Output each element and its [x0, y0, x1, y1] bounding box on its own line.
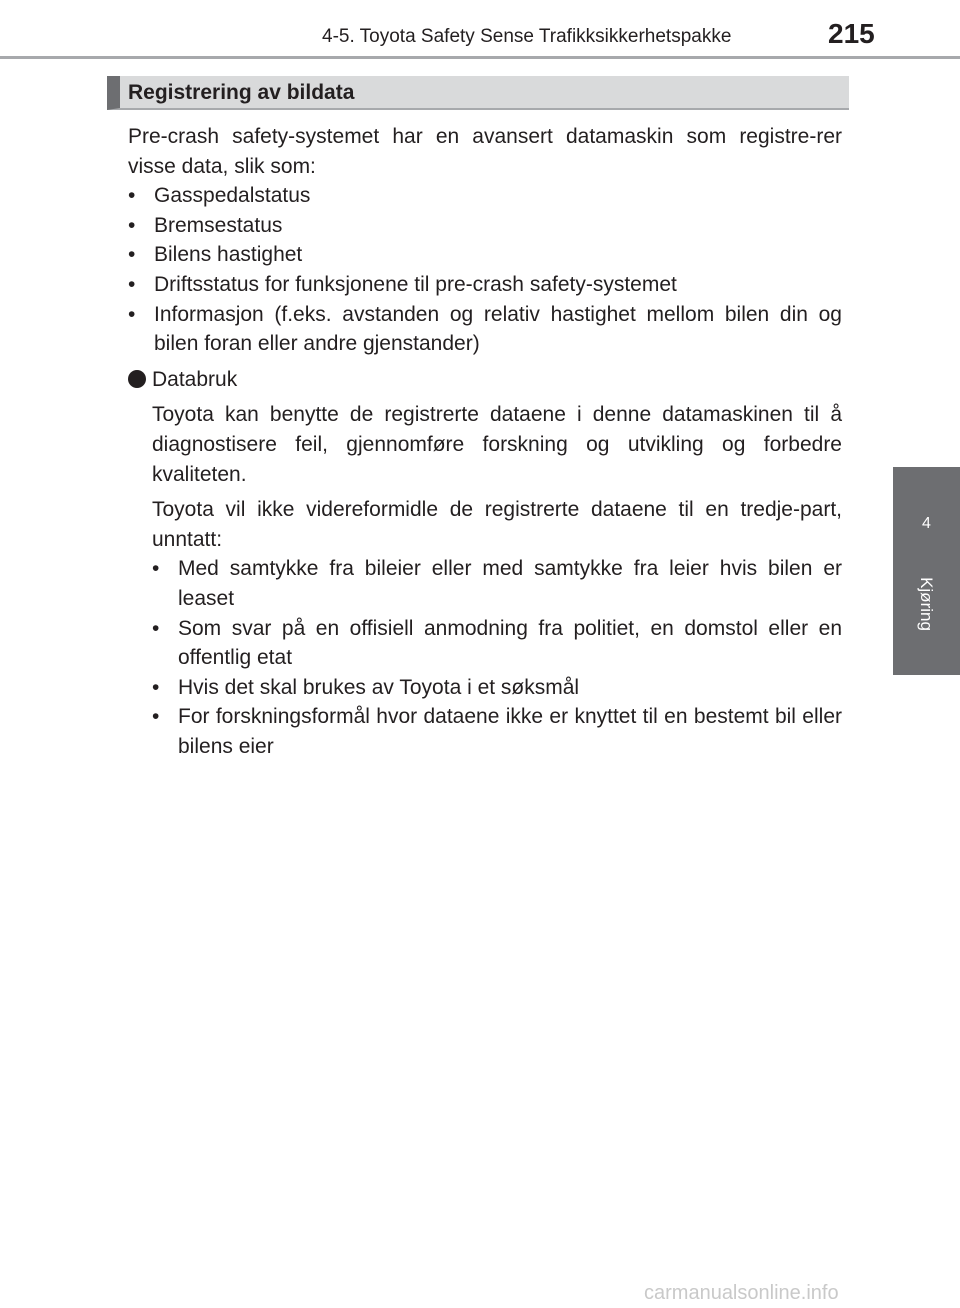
list-item: • Hvis det skal brukes av Toyota i et søksmål [152, 673, 842, 703]
bullet-icon: • [152, 675, 160, 699]
list-item: • Driftsstatus for funksjonene til pre-crash safety-systemet [128, 270, 842, 300]
section-heading: Registrering av bildata [128, 81, 355, 104]
header-rule [0, 56, 960, 59]
list-item: • Bilens hastighet [128, 240, 842, 270]
section-heading-bar [107, 76, 849, 110]
bullet-icon: • [128, 243, 136, 267]
intro-paragraph: Pre-crash safety-systemet har en avansert datamaskin som registre-rer visse data, slik som: [128, 125, 842, 178]
body-text [128, 122, 842, 761]
chapter-tab-number: 4 [922, 515, 931, 532]
exceptions-list [128, 554, 842, 761]
filled-circle-icon [128, 370, 146, 388]
list-item: • For forskningsformål hvor dataene ikke er knyttet til en bestemt bil eller bilens eier [152, 702, 842, 761]
chapter-tab-label: Kjøring [917, 577, 936, 631]
data-usage-paragraph-1: Toyota kan benytte de registrerte dataene i denne datamaskinen til å diagnostisere feil, gjennomføre forskning og utvikling og forbedre kvaliteten. [152, 403, 842, 486]
list-item: • Informasjon (f.eks. avstanden og relativ hastighet mellom bilen din og bilen foran eller andre gjenstander) [128, 300, 842, 359]
bullet-icon: • [128, 272, 136, 296]
list-item: • Med samtykke fra bileier eller med samtykke fra leier hvis bilen er leaset [152, 554, 842, 613]
data-usage-heading: Databruk [128, 365, 842, 395]
recorded-data-list [128, 181, 842, 359]
bullet-icon: • [152, 616, 160, 640]
watermark: carmanualsonline.info [644, 1282, 839, 1304]
list-item: • Gasspedalstatus [128, 181, 842, 211]
header-chapter-title: 4-5. Toyota Safety Sense Trafikksikkerhetspakke [322, 26, 732, 47]
data-usage-paragraph-2: Toyota vil ikke videreformidle de registrerte dataene til en tredje-part, unntatt: [152, 498, 842, 551]
list-item: • Som svar på en offisiell anmodning fra politiet, en domstol eller en offentlig etat [152, 614, 842, 673]
chapter-side-tab [893, 467, 960, 675]
list-item: • Bremsestatus [128, 211, 842, 241]
bullet-icon: • [128, 184, 136, 208]
bullet-icon: • [128, 302, 136, 326]
page-number: 215 [828, 18, 875, 49]
bullet-icon: • [152, 705, 160, 729]
bullet-icon: • [152, 557, 160, 581]
bullet-icon: • [128, 213, 136, 237]
